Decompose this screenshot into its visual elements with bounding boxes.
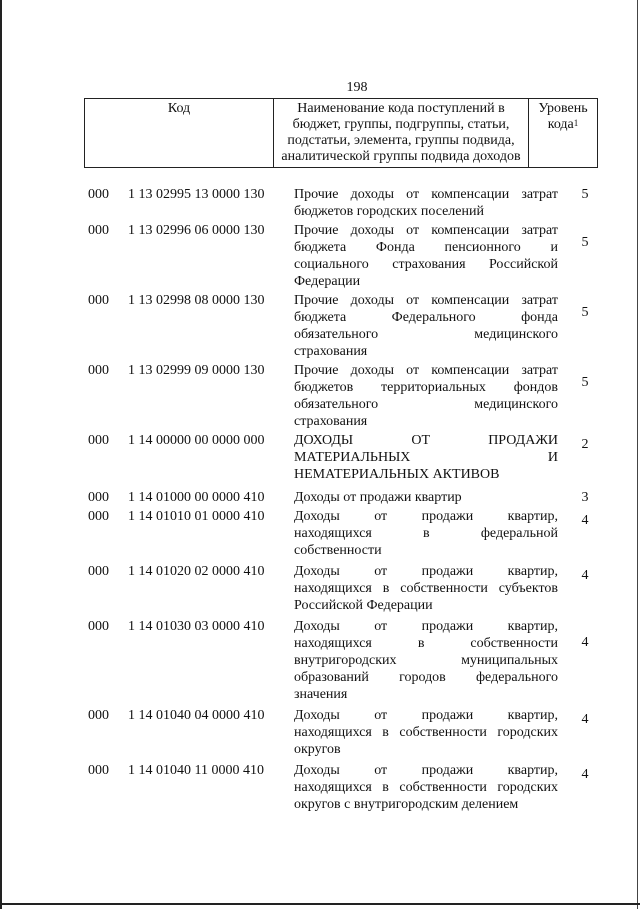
row-income-name-line: Прочие доходы от компенсации затрат [294, 363, 558, 378]
table-row [88, 362, 598, 430]
row-income-name-line: Доходы от продажи квартир, [294, 564, 558, 579]
table-row [88, 432, 598, 483]
row-income-name [288, 489, 572, 506]
row-income-name-line: Доходы от продажи квартир, [294, 509, 558, 524]
row-budget-code: 1 13 02999 09 0000 130 [128, 363, 265, 378]
row-income-name-line: округов с внутригородским делением [294, 797, 519, 812]
row-level: 4 [581, 712, 589, 727]
header-name [274, 99, 529, 168]
row-income-name-line: обязательного медицинского [294, 327, 558, 342]
row-income-name [288, 432, 572, 483]
row-admin-code: 000 [88, 363, 109, 378]
row-income-name-line: собственности [294, 543, 382, 558]
row-income-name-line: бюджетов территориальных фондов [294, 380, 558, 395]
row-income-name-line: находящихся в собственности городских [294, 725, 558, 740]
row-level: 5 [581, 375, 589, 390]
row-income-name-line: НЕМАТЕРИАЛЬНЫХ АКТИВОВ [294, 467, 500, 482]
table-header [84, 98, 598, 168]
row-budget-code: 1 13 02996 06 0000 130 [128, 223, 265, 238]
row-budget-code: 1 14 01010 01 0000 410 [128, 509, 265, 524]
row-income-name-line: МАТЕРИАЛЬНЫХ И [294, 450, 558, 465]
row-budget-code: 1 13 02998 08 0000 130 [128, 293, 265, 308]
row-income-name [288, 563, 572, 614]
row-budget-code: 1 14 01020 02 0000 410 [128, 564, 265, 579]
table-row [88, 707, 598, 758]
row-income-name-line: Прочие доходы от компенсации затрат [294, 187, 558, 202]
header-level-line2: кода [547, 117, 574, 132]
table-row [88, 563, 598, 614]
row-admin-code: 000 [88, 763, 109, 778]
row-income-name-line: Прочие доходы от компенсации затрат [294, 223, 558, 238]
row-income-name-line: страхования [294, 344, 368, 359]
table-row [88, 186, 598, 220]
table-row [88, 292, 598, 360]
row-level: 5 [581, 305, 589, 320]
row-level: 5 [581, 187, 589, 202]
row-income-name-line: Доходы от продажи квартир, [294, 763, 558, 778]
row-income-name-line: находящихся в собственности субъектов [294, 581, 558, 596]
header-level-footnote: 1 [573, 118, 579, 128]
row-admin-code: 000 [88, 619, 109, 634]
row-income-name-line: Федерации [294, 274, 361, 289]
row-income-name-line: округов [294, 742, 341, 757]
row-budget-code: 1 14 01000 00 0000 410 [128, 490, 265, 505]
table-body [88, 186, 598, 813]
row-income-name [288, 762, 572, 813]
row-income-name-line: страхования [294, 414, 368, 429]
row-admin-code: 000 [88, 187, 109, 202]
row-admin-code: 000 [88, 433, 109, 448]
row-level: 4 [581, 635, 589, 650]
row-budget-code: 1 14 01040 11 0000 410 [128, 763, 264, 778]
row-income-name-line: Доходы от продажи квартир, [294, 708, 558, 723]
row-income-name-line: бюджетов городских поселений [294, 204, 484, 219]
table-row [88, 508, 598, 559]
header-code: Код [85, 99, 274, 168]
row-level: 5 [581, 235, 589, 250]
header-name-line: Наименование кода поступлений в [297, 101, 505, 116]
row-budget-code: 1 13 02995 13 0000 130 [128, 187, 265, 202]
row-level: 3 [581, 490, 589, 505]
row-income-name-line: Прочие доходы от компенсации затрат [294, 293, 558, 308]
row-income-name-line: бюджета Фонда пенсионного и [294, 240, 558, 255]
table-row [88, 618, 598, 703]
row-income-name-line: бюджета Федерального фонда [294, 310, 558, 325]
row-income-name [288, 186, 572, 220]
row-level: 4 [581, 767, 589, 782]
row-income-name-line: находящихся в собственности городских [294, 780, 558, 795]
row-income-name [288, 222, 572, 290]
page-edge [637, 0, 638, 909]
header-level-line1: Уровень [538, 101, 588, 116]
row-income-name [288, 707, 572, 758]
row-income-name-line: Российской Федерации [294, 598, 433, 613]
row-budget-code: 1 14 00000 00 0000 000 [128, 433, 265, 448]
row-income-name-line: Доходы от продажи квартир [294, 490, 462, 505]
header-name-line: бюджет, группы, подгруппы, статьи, [292, 117, 510, 132]
row-income-name [288, 508, 572, 559]
header-level [529, 99, 598, 168]
header-name-line: аналитической группы подвида доходов [281, 149, 521, 164]
row-admin-code: 000 [88, 293, 109, 308]
row-level: 4 [581, 513, 589, 528]
table-row [88, 762, 598, 813]
row-admin-code: 000 [88, 509, 109, 524]
row-budget-code: 1 14 01040 04 0000 410 [128, 708, 265, 723]
row-income-name [288, 618, 572, 703]
page-number: 198 [346, 80, 368, 95]
row-level: 4 [581, 568, 589, 583]
row-income-name-line: обязательного медицинского [294, 397, 558, 412]
row-admin-code: 000 [88, 564, 109, 579]
table-row [88, 222, 598, 290]
header-name-line: подстатьи, элемента, группы подвида, [287, 133, 515, 148]
table-row [88, 489, 598, 506]
row-level: 2 [581, 437, 589, 452]
row-admin-code: 000 [88, 223, 109, 238]
row-income-name [288, 362, 572, 430]
row-admin-code: 000 [88, 708, 109, 723]
row-admin-code: 000 [88, 490, 109, 505]
row-income-name-line: образований городов федерального [294, 670, 558, 685]
row-income-name-line: значения [294, 687, 348, 702]
row-income-name-line: ДОХОДЫ ОТ ПРОДАЖИ [294, 433, 558, 448]
row-budget-code: 1 14 01030 03 0000 410 [128, 619, 265, 634]
row-income-name-line: находящихся в федеральной [294, 526, 558, 541]
row-income-name [288, 292, 572, 360]
row-income-name-line: внутригородских муниципальных [294, 653, 558, 668]
row-income-name-line: Доходы от продажи квартир, [294, 619, 558, 634]
row-income-name-line: социального страхования Российской [294, 257, 558, 272]
row-income-name-line: находящихся в собственности [294, 636, 558, 651]
